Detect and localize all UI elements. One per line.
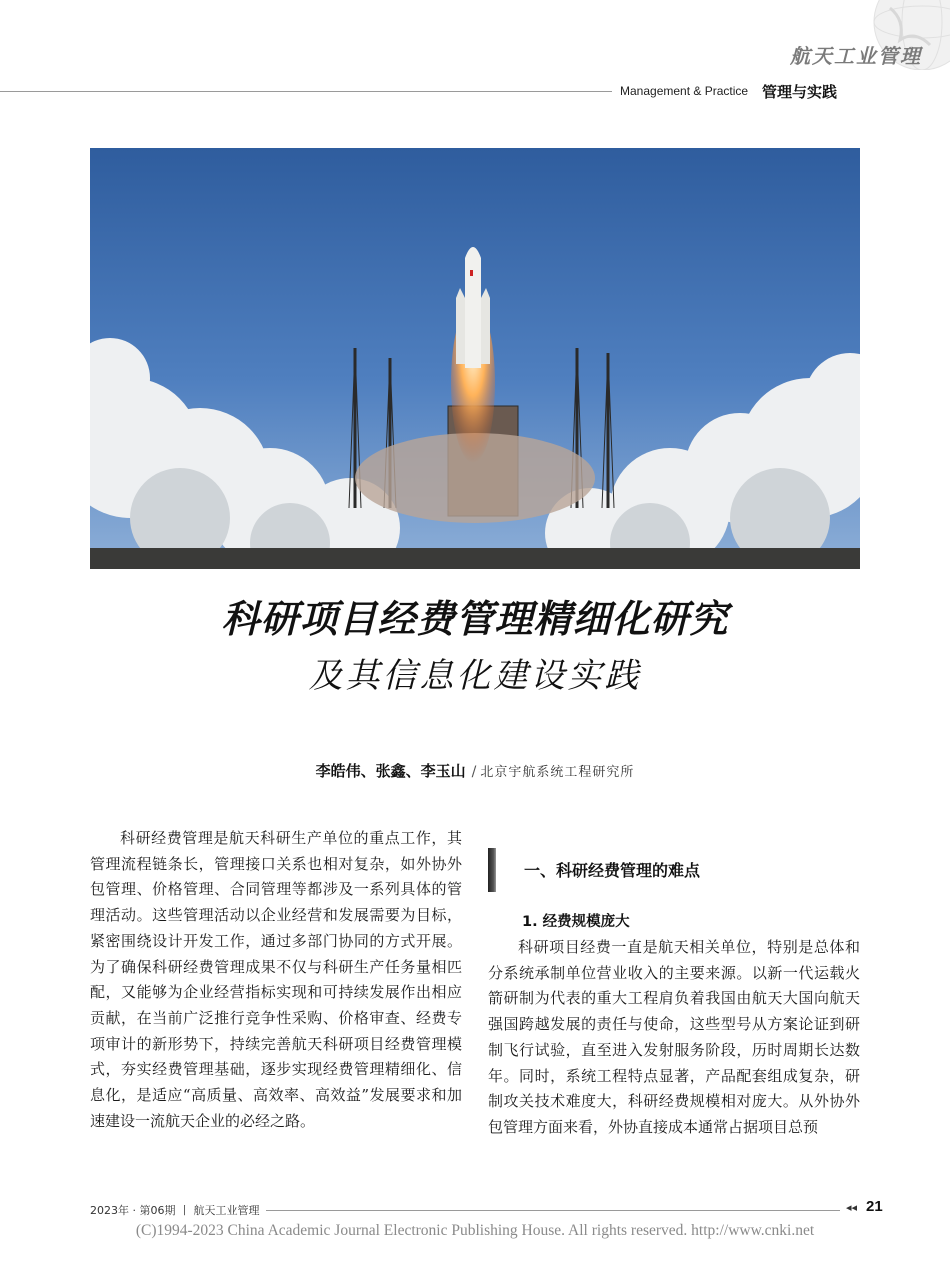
byline-separator: / (471, 764, 477, 780)
subsection-paragraph: 科研项目经费一直是航天相关单位，特别是总体和分系统承制单位营业收入的主要来源。以新一代运载火箭研制为代表的重大工程肩负着我国由航天大国向航天强国跨越发展的责任与使命，这些型号从方案论证到研制飞行试验，直至进入发射服务阶段，历时周期长达数年。同时，系统工程特点显著，产品配套组成复杂，研制攻关技术难度大，科研经费规模相对庞大。从外协外包管理方面来看，外协直接成本通常占据项目总预 (488, 938, 860, 1136)
authors: 李皓伟、张鑫、李玉山 (315, 762, 466, 780)
section-marker-bar (488, 848, 496, 892)
left-column (90, 826, 462, 1134)
double-arrow-icon: ◂◂ (846, 1201, 858, 1214)
section-label-en: Management & Practice (620, 84, 749, 98)
section-label-cn: 管理与实践 (762, 83, 838, 101)
byline (0, 760, 950, 781)
article-title: 科研项目经费管理精细化研究 (221, 597, 729, 641)
subsection-heading: 1. 经费规模庞大 (522, 914, 630, 930)
affiliation: 北京宇航系统工程研究所 (480, 765, 635, 780)
magazine-logo: 航天工业管理 (790, 44, 922, 68)
section-heading: 一、科研经费管理的难点 (524, 861, 701, 880)
article-subtitle: 及其信息化建设实践 (308, 656, 642, 696)
header-rule (0, 91, 612, 92)
page-number: 21 (866, 1198, 883, 1215)
copyright-notice: (C)1994-2023 China Academic Journal Electronic Publishing House. All rights reserved. http://www.cnki.net (135, 1222, 815, 1239)
rocket-launch-photo (90, 148, 860, 569)
intro-paragraph: 科研经费管理是航天科研生产单位的重点工作，其管理流程链条长，管理接口关系也相对复杂，如外协外包管理、价格管理、合同管理等都涉及一系列具体的管理活动。这些管理活动以企业经营和发展需要为目标，紧密围绕设计开发工作，通过多部门协同的方式开展。为了确保科研经费管理成果不仅与科研生产任务量相匹配，又能够为企业经营指标实现和可持续发展作出相应贡献，在当前广泛推行竞争性采购、价格审查、经费专项审计的新形势下，持续完善航天科研项目经费管理模式，夯实经费管理基础，逐步实现经费管理精细化、信息化，是适应“高质量、高效率、高效益”发展要求和加速建设一流航天企业的必经之路。 (90, 829, 462, 1130)
issue-info: 2023年 · 第06期 丨 航天工业管理 (90, 1204, 260, 1217)
right-column (488, 935, 860, 1141)
footer-rule (266, 1210, 840, 1211)
